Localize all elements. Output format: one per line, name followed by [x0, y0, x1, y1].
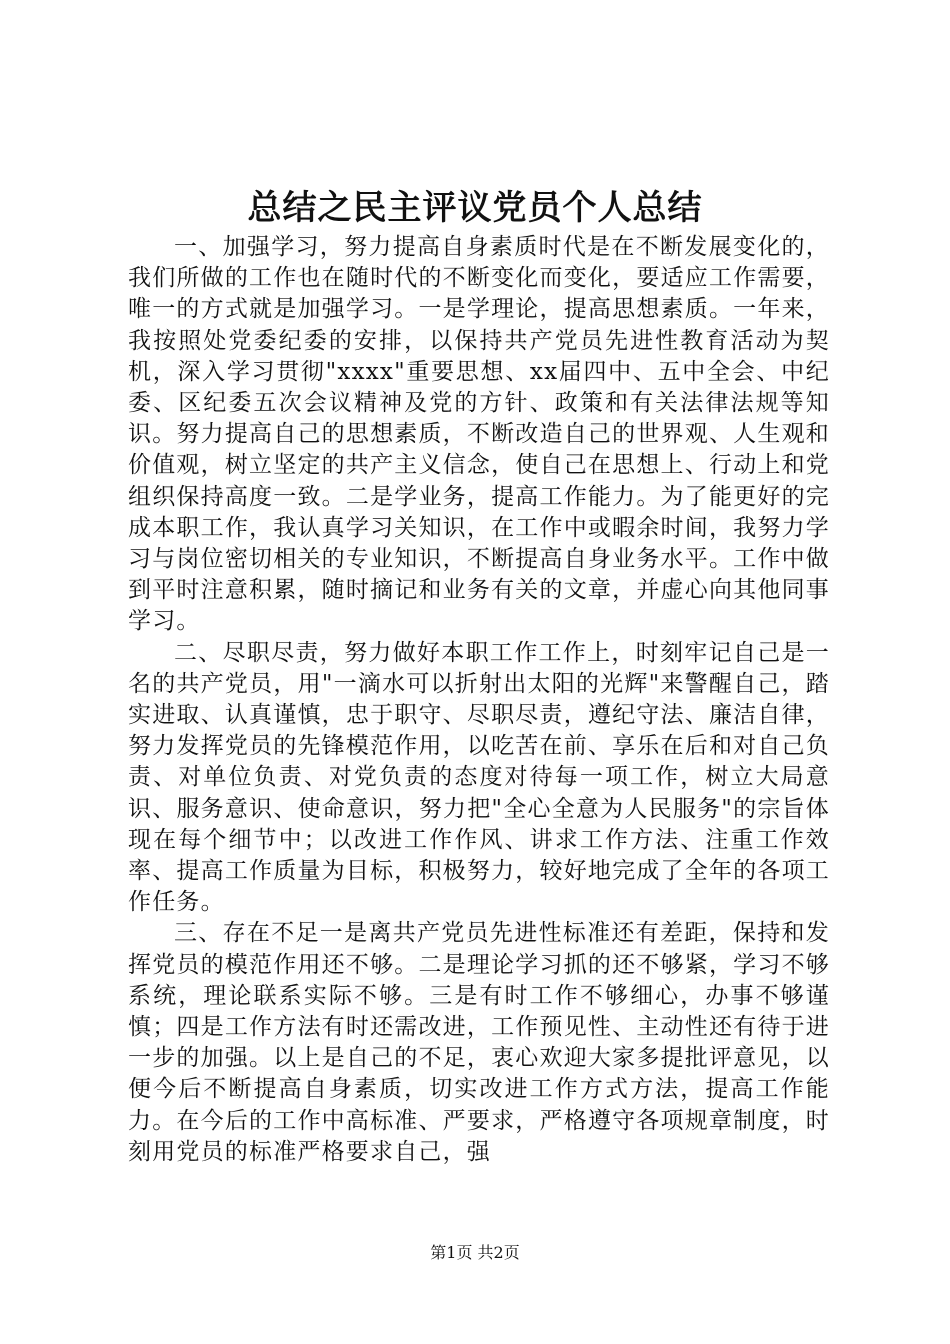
paragraph-2: 二、尽职尽责，努力做好本职工作工作上，时刻牢记自己是一名的共产党员，用"一滴水可以折射出太阳的光辉"来警醒自己，踏实进取、认真谨慎，忠于职守、尽职尽责，遵纪守法、廉洁自律，努力发挥党员的先锋模范作用，以吃苦在前、享乐在后和对自己负责、对单位负责、对党负责的态度对待每一项工作，树立大局意识、服务意识、使命意识，努力把"全心全意为人民服务"的宗旨体现在每个细节中；以改进工作作风、讲求工作方法、注重工作效率、提高工作质量为目标，积极努力，较好地完成了全年的各项工作任务。 [128, 639, 830, 916]
document-title: 总结之民主评议党员个人总结 [247, 188, 703, 228]
document-body [128, 232, 830, 1168]
page-number-footer: 第1页 共2页 [430, 1243, 520, 1262]
paragraph-3: 三、存在不足一是离共产党员先进性标准还有差距，保持和发挥党员的模范作用还不够。二是理论学习抓的还不够紧，学习不够系统，理论联系实际不够。三是有时工作不够细心，办事不够谨慎；四是工作方法有时还需改进，工作预见性、主动性还有待于进一步的加强。以上是自己的不足，衷心欢迎大家多提批评意见，以便今后不断提高自身素质，切实改进工作方式方法，提高工作能力。在今后的工作中高标准、严要求，严格遵守各项规章制度，时刻用党员的标准严格要求自己，强 [128, 920, 830, 1165]
paragraph-1: 一、加强学习，努力提高自身素质时代是在不断发展变化的，我们所做的工作也在随时代的不断变化而变化，要适应工作需要，唯一的方式就是加强学习。一是学理论，提高思想素质。一年来，我按照处党委纪委的安排，以保持共产党员先进性教育活动为契机，深入学习贯彻"xxxx"重要思想、xx届四中、五中全会、中纪委、区纪委五次会议精神及党的方针、政策和有关法律法规等知识。努力提高自己的思想素质，不断改造自己的世界观、人生观和价值观，树立坚定的共产主义信念，使自己在思想上、行动上和党组织保持高度一致。二是学业务，提高工作能力。为了能更好的完成本职工作，我认真学习关知识，在工作中或暇余时间，我努力学习与岗位密切相关的专业知识，不断提高自身业务水平。工作中做到平时注意积累，随时摘记和业务有关的文章，并虚心向其他同事学习。 [128, 234, 830, 635]
